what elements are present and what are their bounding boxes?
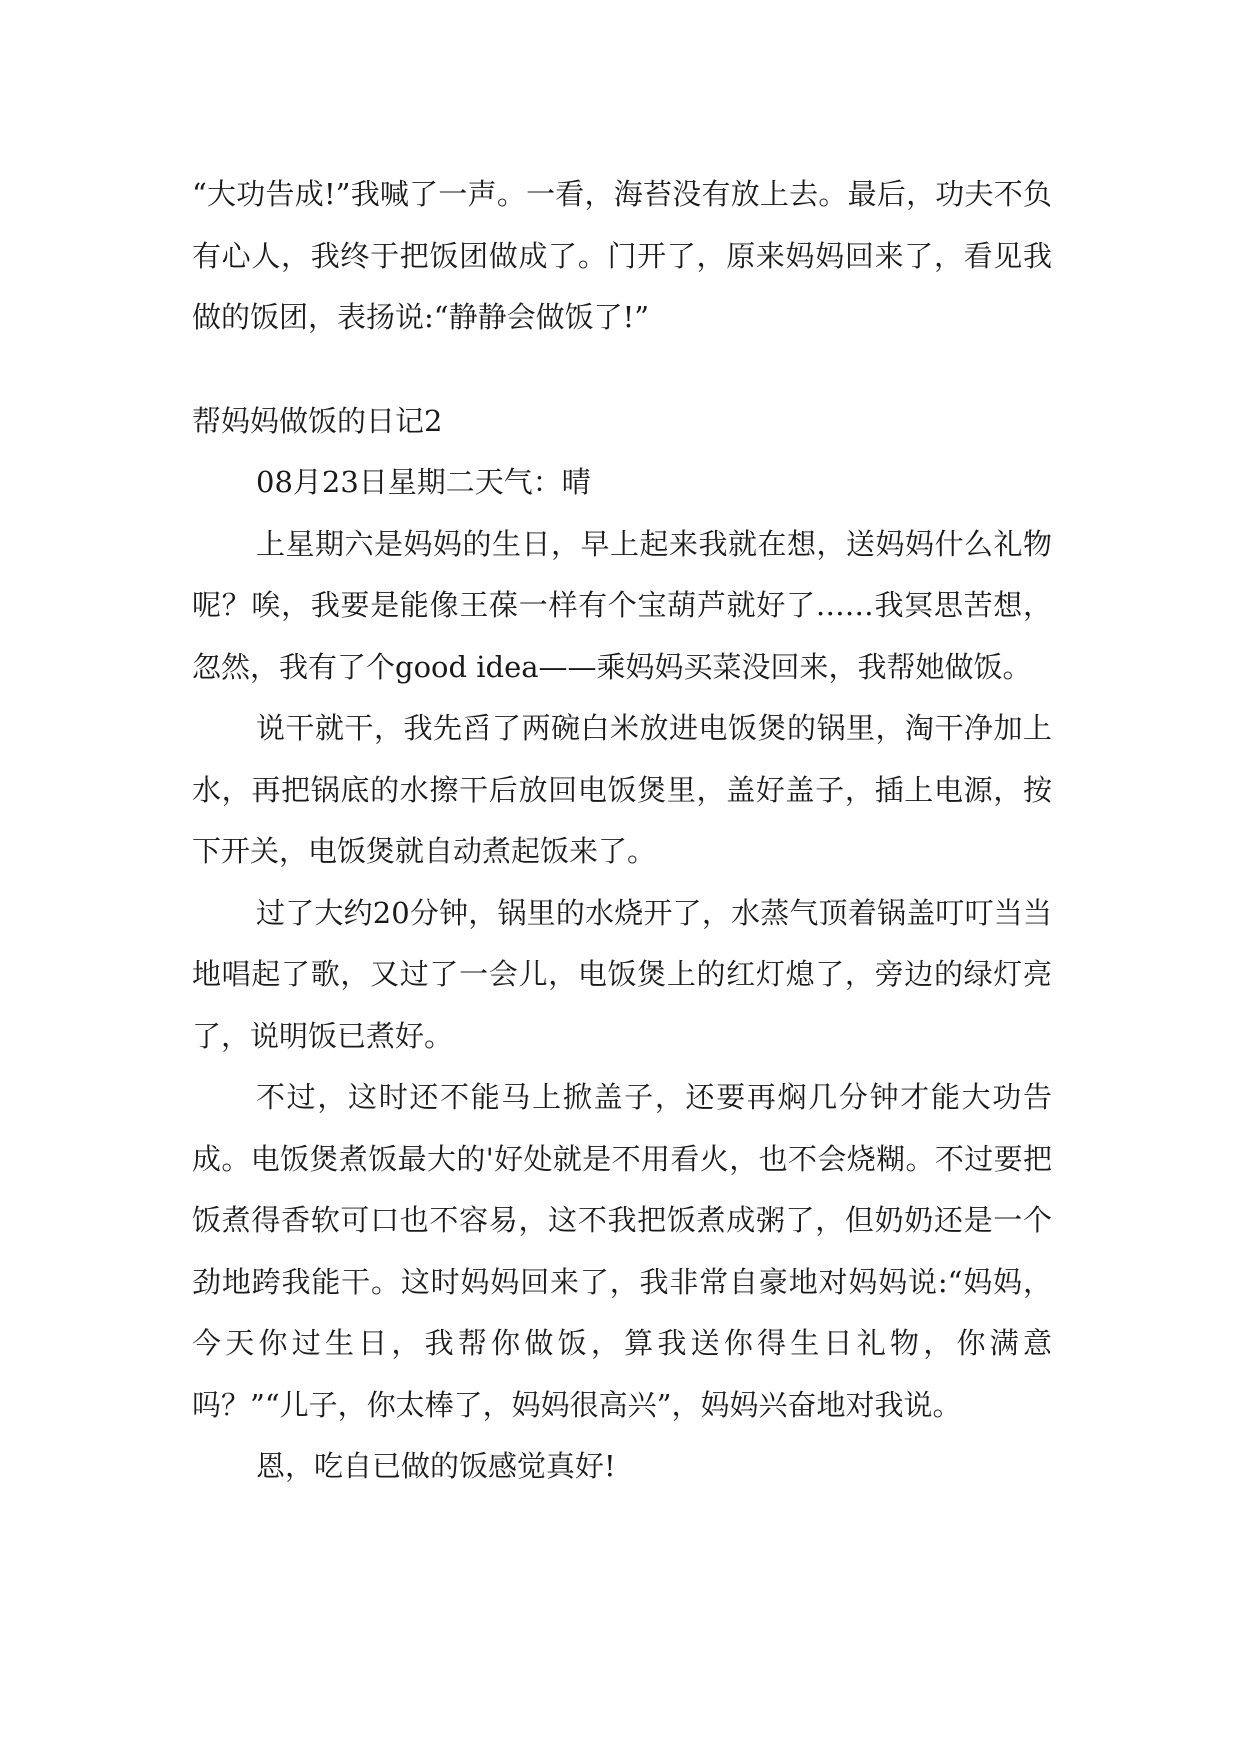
paragraph-2: 说干就干，我先舀了两碗白米放进电饭煲的锅里，淘干净加上水，再把锅底的水擦干后放回电饭煲里，盖好盖子，插上电源，按下开关，电饭煲就自动煮起饭来了。 xyxy=(192,711,1052,868)
section-title: 帮妈妈做饭的日记2 xyxy=(192,403,443,438)
dateline: 08月23日星期二天气：晴 xyxy=(256,465,591,499)
paragraph-1: 上星期六是妈妈的生日，早上起来我就在想，送妈妈什么礼物呢？唉，我要是能像王葆一样有个宝葫芦就好了……我冥思苦想，忽然，我有了个good idea——乘妈妈买菜没回来，我帮她做饭。 xyxy=(192,526,1052,684)
paragraph-4: 不过，这时还不能马上掀盖子，还要再焖几分钟才能大功告成。电饭煲煮饭最大的'好处就是不用看火，也不会烧糊。不过要把饭煮得香软可口也不容易，这不我把饭煮成粥了，但奶奶还是一个劲地跨我能干。这时妈妈回来了，我非常自豪地对妈妈说:“妈妈，今天你过生日，我帮你做饭，算我送你得生日礼物，你满意吗？”“儿子，你太棒了，妈妈很高兴”，妈妈兴奋地对我说。 xyxy=(192,1080,1052,1422)
paragraph-3: 过了大约20分钟，锅里的水烧开了，水蒸气顶着锅盖叮叮当当地唱起了歌，又过了一会儿，电饭煲上的红灯熄了，旁边的绿灯亮了，说明饭已煮好。 xyxy=(192,895,1052,1053)
paragraph-5: 恩，吃自已做的饭感觉真好! xyxy=(256,1449,616,1483)
continuation-paragraph: “大功告成!”我喊了一声。一看，海苔没有放上去。最后，功夫不负有心人，我终于把饭团做成了。门开了，原来妈妈回来了，看见我做的饭团，表扬说:“静静会做饭了!” xyxy=(192,177,1052,334)
document-body xyxy=(192,164,1052,1498)
section-gap xyxy=(192,349,1052,391)
